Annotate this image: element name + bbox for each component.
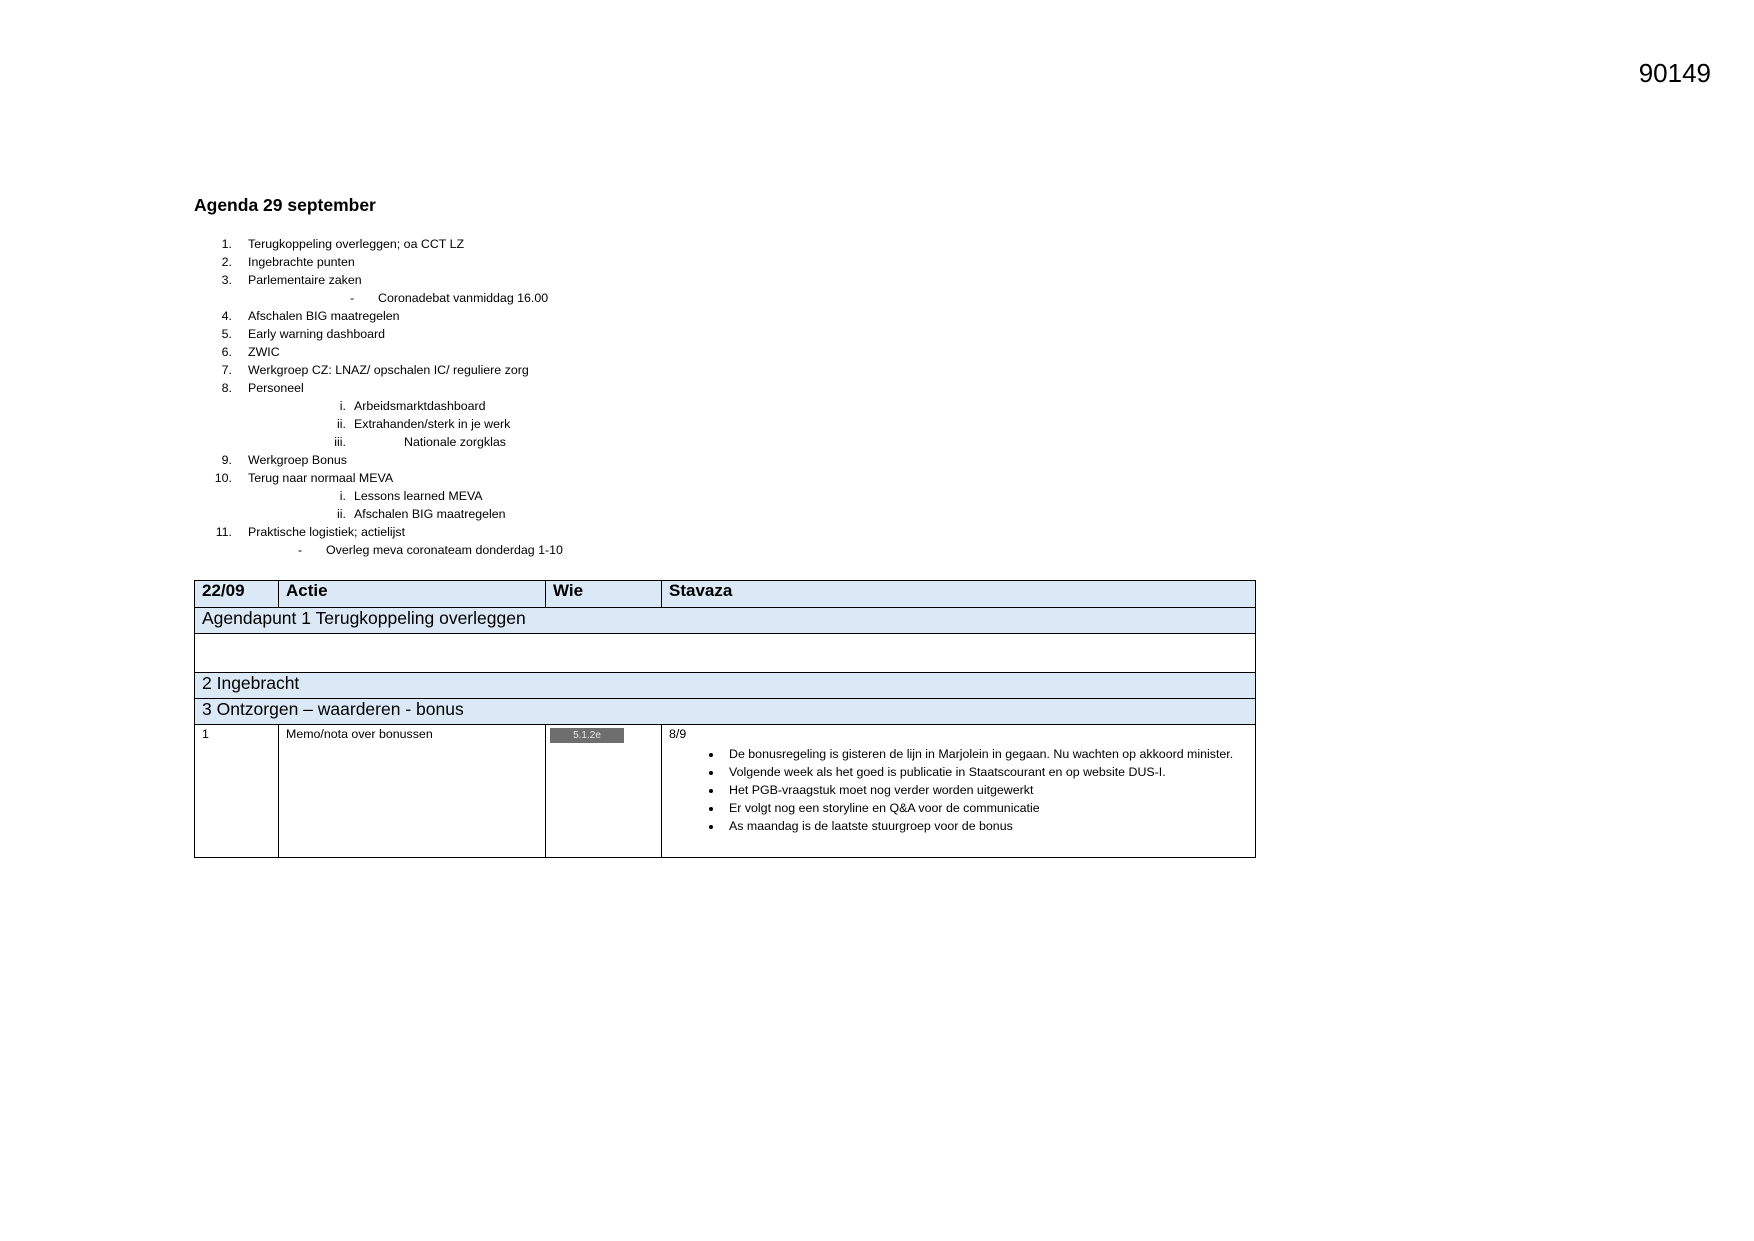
list-item: • De bonusregeling is gisteren de lijn in Marjolein in gegaan. Nu wachten op akkoord minister. [723,745,1248,763]
header-wie: Wie [546,581,662,608]
section-row [195,673,1256,699]
row-actie: Memo/nota over bonussen [279,725,546,858]
section-agendapunt-1: Agendapunt 1 Terugkoppeling overleggen [195,608,1256,634]
action-list-table [194,580,1256,858]
empty-row [195,634,1256,673]
list-item: • Het PGB-vraagstuk moet nog verder worden uitgewerkt [723,781,1248,799]
section-row [195,699,1256,725]
row-wie [546,725,662,858]
document-number: 90149 [1638,58,1711,88]
header-actie: Actie [279,581,546,608]
section-row [195,608,1256,634]
row-number: 1 [195,725,279,858]
header-date: 22/09 [195,581,279,608]
redaction-box: 5.1.2e [550,728,624,743]
stavaza-date: 8/9 [669,727,687,741]
stavaza-bullets [669,745,1248,835]
row-stavaza [662,725,1256,858]
list-item: • As maandag is de laatste stuurgroep voor de bonus [723,817,1248,835]
list-item: • Volgende week als het goed is publicatie in Staatscourant en op website DUS-I. [723,763,1248,781]
table-header-row [195,581,1256,608]
section-ingebracht: 2 Ingebracht [195,673,1256,699]
agenda-title: Agenda 29 september [194,195,376,215]
section-ontzorgen: 3 Ontzorgen – waarderen - bonus [195,699,1256,725]
list-item: • Er volgt nog een storyline en Q&A voor de communicatie [723,799,1248,817]
header-stavaza: Stavaza [662,581,1256,608]
table-row [195,725,1256,858]
